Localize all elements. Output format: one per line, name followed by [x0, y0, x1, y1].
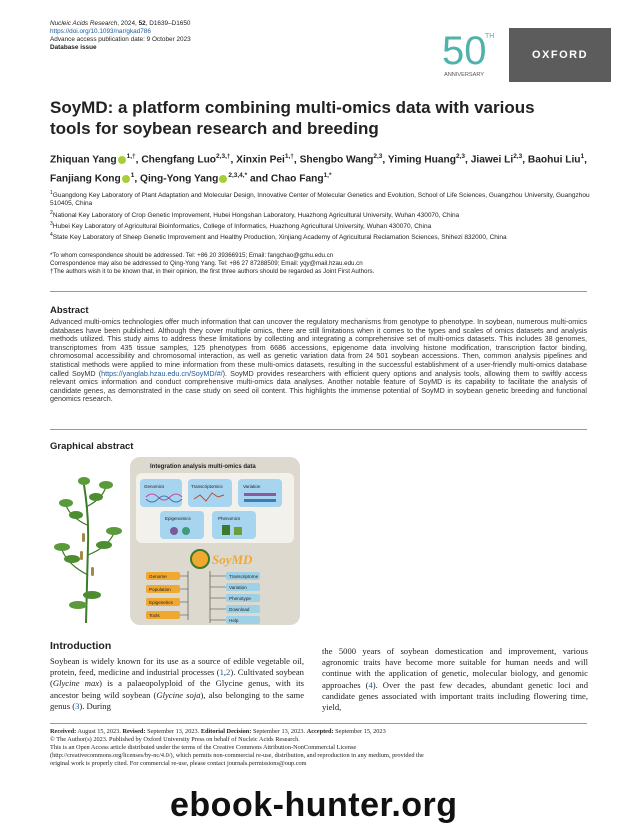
module-label: Epigenetics [149, 600, 173, 605]
copyright: © The Author(s) 2023. Published by Oxford University Press on behalf of Nucleic Acids Research. [50, 736, 300, 744]
omics-label: Variation [243, 484, 261, 489]
article-footer [50, 728, 590, 768]
license-line: original work is properly cited. For commercial re-use, please contact journals.permissions@oup.com [50, 760, 307, 768]
license-line: This is an Open Access article distributed under the terms of the Creative Commons Attribution-NonCommercial License [50, 744, 357, 752]
author-affiliation-marker: 1 [580, 153, 585, 160]
doi-link[interactable]: https://doi.org/10.1093/nar/gkad786 [50, 28, 151, 35]
soymd-logo-text: SoyMD [212, 552, 253, 567]
author-affiliation-marker: 2,3,4,* [228, 172, 248, 180]
author-name[interactable]: Jiawei Li [470, 154, 514, 166]
journal-header [50, 20, 191, 52]
correspondence-line: †The authors wish it to be known that, in their opinion, the first three authors should be regarded as Joint First Authors. [50, 268, 375, 276]
dates-line [50, 728, 590, 736]
author-name[interactable]: Qing-Yong Yang [140, 173, 219, 185]
editorial-label: Editorial Decision: [200, 728, 252, 735]
affiliation: $^3$Hubei Key Laboratory of Agricultural Bioinformatics, College of Informatics, Huazhong Agricultural University, Wuhan 430070, China [50, 220, 432, 231]
abstract-text: ). SoyMD provides researchers with efficient query options and analysis tools, allowing them to swiftly access relevant omics information and conduct comprehensive multi-omics data analyses. Another notable feature of SoyMD is its capability to facilitate the analysis of candidate genes, as demonstrated in the case study on seed oil content. This highlights the immense potential of SoyMD in soybean genetic breeding and functional genomics research. [50, 368, 587, 404]
author-affiliation-marker: 1,* [323, 172, 332, 180]
reference-link[interactable]: 3 [75, 700, 80, 711]
abstract-text: Advanced multi-omics technologies offer much information that can uncover the regulatory mechanisms from genotype to phenotype. In soybean, numerous multi-omics databases have been published. Although they cover multiple omics, there are still limitations when it comes to the types and scales of omics datasets and analysis methods utilized. This study aims to address these limitations by collecting and integrating a comprehensive set of multi-omics datasets. This includes 38 genomes, transcriptomes from 435 tissue samples, 125 phenotypes from 6686 accessions, epigenome data involving histone modification, transcription factor binding, chromosomal accessibility and chromosomal interaction, as well as genetic variation data from 24 501 soybean accessions. Then, common analysis pipelines and statistical methods were applied to mine information from these multi-omics datasets, resulting in the successful establishment of a user-friendly multi-omics database called SoyMD ( [50, 317, 587, 378]
omics-label: Genomics [144, 484, 165, 489]
author-list: Zhiquan Yang $^{1,\dagger}$, Chengfang Luo$^{2,3,\dagger}$, Xinxin Pei$^{1,\dagger}$, Shengbo Wang$^{2,3}$, Yiming Huang$^{2,3}$, Jiawei Li$^{2,3}$, Baohui Liu$^1$, Fanjiang Kong $^1$, Qing-Yong Yang $^{2,3,4,*}$ and Chao Fang$^{1,*}$ [50, 153, 588, 185]
soymd-logo-icon [191, 550, 209, 568]
received-date: August 15, 2023. [77, 728, 121, 735]
author-name[interactable]: Chengfang Luo [141, 154, 217, 166]
journal-name: Nucleic Acids Research [50, 20, 118, 27]
author-affiliation-marker: 1,† [126, 153, 136, 160]
body-text: ). Over the past few decades, abundant genetic loci and candidate genes associated with important traits including flowering time, yield, [322, 679, 588, 713]
reference-link[interactable]: 1 [219, 667, 224, 678]
species-name: Glycine soja [156, 689, 201, 700]
advance-access: Advance access publication date: 9 October 2023 [50, 36, 191, 43]
author-affiliation-marker: 2,3 [456, 153, 466, 160]
body-text: Soybean is widely known for its use as a source of edible vegetable oil, protein, feed, medicine and industrial processes ( [50, 656, 304, 678]
reference-link[interactable]: 4 [368, 679, 373, 690]
orcid-icon[interactable] [122, 175, 130, 183]
author-name[interactable]: Chao Fang [270, 173, 324, 185]
orcid-icon[interactable] [219, 175, 227, 183]
author-name[interactable]: Zhiquan Yang [50, 154, 117, 166]
abstract-body [50, 318, 587, 404]
divider [50, 723, 587, 724]
module-label: Download [229, 607, 250, 612]
received-label: Received: [50, 728, 77, 735]
body-text: ) is a palaeopolyploid of the Glycine genus, with its ancestor being wild soybean ( [50, 678, 305, 700]
correspondence [50, 252, 595, 277]
affiliation-number: 1 [50, 190, 53, 196]
affiliations [50, 189, 595, 243]
author-name[interactable]: Fanjiang Kong [50, 173, 121, 185]
introduction-right-column [322, 646, 588, 713]
editorial-date: September 13, 2023. [252, 728, 306, 735]
author-affiliation-marker: 2,3 [513, 153, 523, 160]
revised-date: September 13, 2023. [147, 728, 200, 735]
body-text: ). During [79, 700, 111, 711]
orcid-icon[interactable] [118, 156, 126, 164]
accepted-label: Accepted: [306, 728, 334, 735]
species-name: Glycine max [52, 678, 100, 689]
author-affiliation-marker: 2,3 [373, 153, 383, 160]
body-text: ). Cultivated soybean ( [50, 667, 304, 689]
author-name[interactable]: Shengbo Wang [299, 154, 374, 166]
author-affiliation-marker: 1 [130, 172, 135, 180]
module-label: Population [149, 587, 171, 592]
issue-label: Database issue [50, 44, 97, 51]
anniversary-suffix: TH [485, 33, 495, 40]
omics-label: Epigenomics [165, 516, 191, 521]
affiliation: $^2$National Key Laboratory of Crop Genetic Improvement, Hubei Hongshan Laboratory, Huazhong Agricultural University, Wuhan 430070, China [50, 209, 460, 219]
module-label: Tools [149, 613, 160, 618]
author-name[interactable]: Xinxin Pei [236, 154, 285, 166]
panel-title: Integration analysis multi-omics data [150, 464, 256, 470]
module-label: Genome [149, 574, 167, 579]
body-text: , [223, 667, 227, 678]
module-label: Phenotype [229, 596, 251, 601]
paper-title: SoyMD: a platform combining multi-omics data with various tools for soybean research and breeding [50, 98, 535, 138]
author-affiliation-marker: 2,3,† [216, 153, 231, 160]
license-line: (http://creativecommons.org/licenses/by-nc/4.0/), which permits non-commercial re-use, distribution, and reproduction in any medium, provided the [50, 752, 424, 760]
affiliation-number: 3 [50, 220, 53, 227]
anniversary-number: 50 [442, 29, 487, 73]
correspondence-line: *To whom correspondence should be addressed. Tel: +86 20 39366915; Email: fangchao@gzhu.edu.cn [50, 252, 334, 259]
omics-label: Transcriptomics [191, 484, 223, 489]
anniversary-label: ANNIVERSARY [444, 72, 484, 78]
publisher-logo[interactable]: OXFORD [509, 28, 611, 82]
journal-volume: 52 [138, 20, 146, 27]
divider [50, 291, 587, 292]
author-affiliation-marker: 1,† [284, 153, 294, 160]
watermark: ebook-hunter.org [170, 786, 458, 824]
soybean-plant-illustration [54, 477, 122, 623]
body-text: the 5000 years of soybean domestication and improvement, various agronomic traits have become more suitable for human needs and will continue with the application of genetic, molecular biology, and genomic approaches ( [322, 646, 588, 690]
affiliation-number: 2 [50, 209, 53, 216]
journal-year: , 2024, [117, 20, 139, 27]
abstract-heading: Abstract [50, 305, 89, 316]
anniversary-logo [440, 26, 498, 80]
affiliation-number: 4 [50, 232, 53, 239]
author-name[interactable]: Baohui Liu [527, 154, 581, 166]
introduction-left-column [50, 656, 304, 712]
accepted-date: September 15, 2023 [335, 728, 386, 735]
journal-pages: , D1639–D1650 [145, 20, 191, 27]
body-text: ), also belonging to the same genus ( [50, 689, 305, 711]
graphical-abstract-heading: Graphical abstract [50, 441, 134, 452]
module-label: Help [229, 618, 239, 623]
module-label: Transcriptome [229, 574, 259, 579]
divider [50, 429, 587, 430]
soymd-link[interactable]: https://yanglab.hzau.edu.cn/SoyMD/#/ [101, 368, 223, 378]
author-name[interactable]: Yiming Huang [387, 154, 456, 166]
reference-link[interactable]: 2 [226, 667, 231, 678]
module-label: Variation [229, 585, 247, 590]
graphical-abstract-figure [50, 455, 346, 627]
correspondence-line: Correspondence may also be addressed to Qing-Yong Yang. Tel: +86 27 87288509; Email: yqy@mail.hzau.edu.cn [50, 260, 363, 268]
revised-label: Revised: [122, 728, 146, 735]
omics-label: Phenomics [218, 516, 241, 521]
affiliation: $^1$Guangdong Key Laboratory of Plant Adaptation and Molecular Design, Innovative Center of Molecular Genetics and Evolution, School of Life Sciences, Guangzhou University, Guangzhou 510405, China [50, 190, 590, 208]
affiliation: $^4$State Key Laboratory of Sheep Genetic Improvement and Healthy Production, Xinjiang Academy of Agricultural Reclamation Sciences, Shihezi 832000, China [50, 232, 507, 242]
introduction-heading: Introduction [50, 640, 112, 652]
